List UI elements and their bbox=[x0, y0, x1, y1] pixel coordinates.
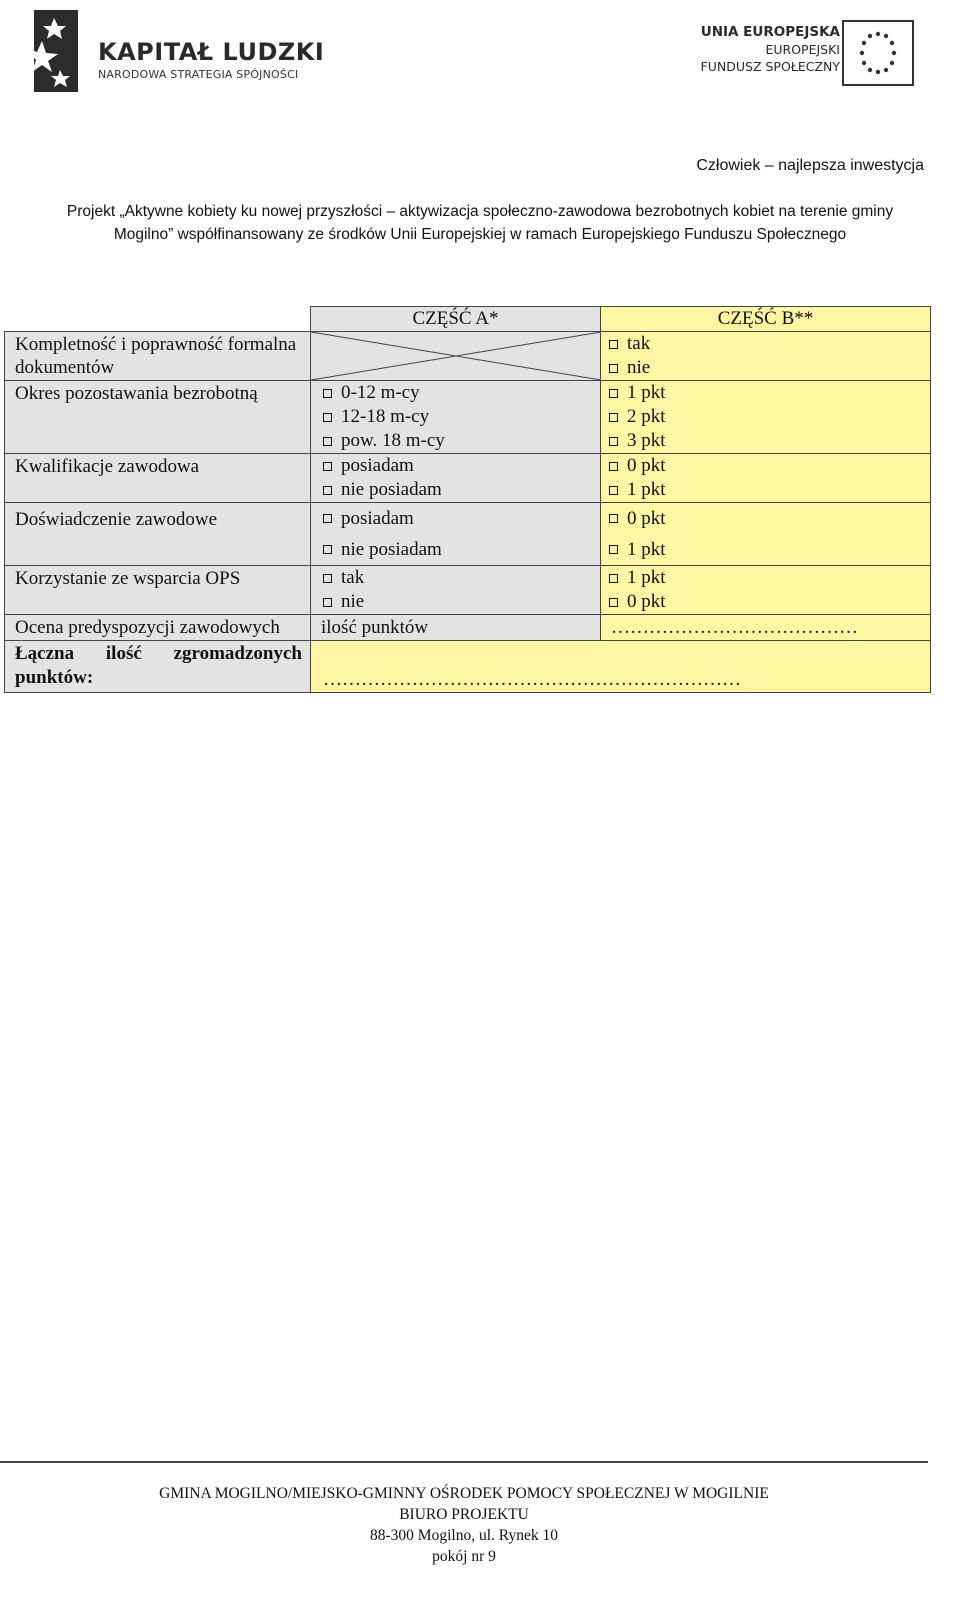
option-label: 0-12 m-cy bbox=[341, 382, 420, 403]
option-label: 1 pkt bbox=[627, 538, 666, 560]
checkbox-option[interactable] bbox=[311, 381, 600, 405]
table-row bbox=[5, 381, 931, 454]
checkbox-icon[interactable] bbox=[323, 437, 332, 446]
assessment-label: Ocena predyspozycji zawodowych bbox=[15, 617, 280, 638]
part-a-header-cell bbox=[311, 307, 601, 332]
footer-line-3: 88-300 Mogilno, ul. Rynek 10 bbox=[370, 1527, 558, 1544]
experience-label: Doświadczenie zawodowe bbox=[15, 509, 218, 530]
table-row bbox=[5, 503, 931, 566]
checkbox-option[interactable] bbox=[601, 454, 930, 478]
empty-corner-cell bbox=[5, 307, 311, 332]
option-label: posiadam bbox=[341, 455, 414, 476]
option-label: 1 pkt bbox=[627, 479, 666, 500]
option-label: 1 pkt bbox=[627, 382, 666, 403]
motto: Człowiek – najlepsza inwestycja bbox=[696, 157, 924, 174]
unemployment-label: Okres pozostawania bezrobotną bbox=[15, 383, 258, 404]
checkbox-icon[interactable] bbox=[609, 413, 618, 422]
scoring-table bbox=[4, 306, 931, 693]
option-label: posiadam bbox=[341, 507, 414, 529]
total-label-cell bbox=[5, 641, 311, 693]
eu-logo-line3: FUNDUSZ SPOŁECZNY bbox=[700, 59, 840, 74]
cross-out-icon bbox=[311, 332, 601, 380]
checkbox-option[interactable] bbox=[601, 566, 930, 590]
checkbox-icon[interactable] bbox=[323, 413, 332, 422]
option-label: nie posiadam bbox=[341, 479, 442, 500]
footer-line-4: pokój nr 9 bbox=[432, 1548, 496, 1565]
option-label: tak bbox=[341, 567, 365, 588]
ops-part-a-cell bbox=[311, 566, 601, 615]
footer-line-1: GMINA MOGILNO/MIEJSKO-GMINNY OŚRODEK POMOCY SPOŁECZNEJ W MOGILNIE bbox=[159, 1485, 769, 1502]
checkbox-option[interactable] bbox=[601, 405, 930, 429]
checkbox-icon[interactable] bbox=[323, 514, 332, 523]
ops-label-cell bbox=[5, 566, 311, 615]
option-label: 3 pkt bbox=[627, 430, 666, 451]
option-label: nie bbox=[341, 591, 365, 612]
option-label: 0 pkt bbox=[627, 507, 666, 529]
project-description bbox=[0, 200, 960, 246]
checkbox-option[interactable] bbox=[601, 590, 930, 614]
checkbox-option[interactable] bbox=[311, 590, 600, 614]
checkbox-option[interactable] bbox=[311, 534, 600, 565]
checkbox-icon[interactable] bbox=[323, 389, 332, 398]
checkbox-option[interactable] bbox=[311, 566, 600, 590]
checkbox-option[interactable] bbox=[311, 478, 600, 502]
qualifications-label: Kwalifikacje zawodowa bbox=[15, 456, 200, 477]
assessment-label-cell bbox=[5, 615, 311, 641]
project-line-2: Mogilno” współfinansowany ze środków Unii Europejskiej w ramach Europejskiego Funduszu Społecznego bbox=[113, 226, 847, 243]
option-label: pow. 18 m-cy bbox=[341, 430, 445, 451]
option-label: 2 pkt bbox=[627, 406, 666, 427]
kapital-ludzki-subtitle: NARODOWA STRATEGIA SPÓJNOŚCI bbox=[98, 68, 299, 81]
table-header-row bbox=[5, 307, 931, 332]
part-b-header: CZĘŚĆ B** bbox=[717, 308, 814, 329]
ops-part-b-cell bbox=[601, 566, 931, 615]
checkbox-icon[interactable] bbox=[609, 462, 618, 471]
header-logos bbox=[0, 0, 960, 100]
eu-logo-text bbox=[701, 24, 840, 75]
option-label: 12-18 m-cy bbox=[341, 406, 430, 427]
checkbox-option[interactable] bbox=[601, 478, 930, 502]
checkbox-option[interactable] bbox=[311, 405, 600, 429]
experience-part-a-cell bbox=[311, 503, 601, 566]
option-label: 1 pkt bbox=[627, 567, 666, 588]
option-label: 0 pkt bbox=[627, 591, 666, 612]
part-b-header-cell bbox=[601, 307, 931, 332]
checkbox-icon[interactable] bbox=[609, 364, 618, 373]
option-label: nie posiadam bbox=[341, 538, 442, 560]
checkbox-option[interactable] bbox=[311, 429, 600, 453]
checkbox-icon[interactable] bbox=[609, 340, 618, 349]
total-label bbox=[5, 641, 310, 692]
checkbox-icon[interactable] bbox=[609, 486, 618, 495]
checkbox-icon[interactable] bbox=[609, 389, 618, 398]
unemployment-part-a-cell bbox=[311, 381, 601, 454]
checkbox-option[interactable] bbox=[601, 534, 930, 565]
checkbox-icon[interactable] bbox=[609, 514, 618, 523]
checkbox-option[interactable] bbox=[601, 332, 930, 356]
total-points-field[interactable]: ………………………………………………………… bbox=[323, 669, 741, 690]
checkbox-icon[interactable] bbox=[609, 545, 618, 554]
checkbox-option[interactable] bbox=[311, 503, 600, 534]
checkbox-option[interactable] bbox=[601, 429, 930, 453]
eu-logo-line1: UNIA EUROPEJSKA bbox=[700, 24, 840, 40]
table-row bbox=[5, 615, 931, 641]
checkbox-icon[interactable] bbox=[323, 574, 332, 583]
kapital-ludzki-emblem-icon bbox=[24, 8, 80, 94]
checkbox-icon[interactable] bbox=[609, 574, 618, 583]
part-a-header: CZĘŚĆ A* bbox=[412, 308, 499, 329]
unemployment-part-b-cell bbox=[601, 381, 931, 454]
footer-line-2: BIURO PROJEKTU bbox=[399, 1506, 529, 1523]
assessment-points-label: ilość punktów bbox=[321, 617, 429, 638]
qualifications-label-cell bbox=[5, 454, 311, 503]
project-line-1: Projekt „Aktywne kobiety ku nowej przyszłości – aktywizacja społeczno-zawodowa bezrobotnych kobiet na terenie gminy bbox=[66, 203, 894, 220]
eu-logo bbox=[690, 18, 940, 84]
checkbox-icon[interactable] bbox=[609, 437, 618, 446]
checkbox-icon[interactable] bbox=[323, 545, 332, 554]
qualifications-part-a-cell bbox=[311, 454, 601, 503]
completeness-label-cell bbox=[5, 332, 311, 381]
checkbox-icon[interactable] bbox=[323, 486, 332, 495]
checkbox-icon[interactable] bbox=[323, 598, 332, 607]
option-label: 0 pkt bbox=[627, 455, 666, 476]
table-row bbox=[5, 454, 931, 503]
assessment-part-b-cell[interactable] bbox=[601, 615, 931, 641]
footer bbox=[0, 1483, 928, 1567]
checkbox-option[interactable] bbox=[601, 381, 930, 405]
table-row bbox=[5, 332, 931, 381]
qualifications-part-b-cell bbox=[601, 454, 931, 503]
option-label: tak bbox=[627, 333, 651, 354]
table-row bbox=[5, 566, 931, 615]
checkbox-option[interactable] bbox=[601, 356, 930, 380]
table-row bbox=[5, 641, 931, 693]
assessment-part-a-cell bbox=[311, 615, 601, 641]
experience-part-b-cell bbox=[601, 503, 931, 566]
checkbox-option[interactable] bbox=[601, 503, 930, 534]
footer-divider bbox=[0, 1461, 928, 1463]
experience-label-cell bbox=[5, 503, 311, 566]
total-label-line2: punktów: bbox=[15, 667, 94, 688]
checkbox-icon[interactable] bbox=[323, 462, 332, 471]
kapital-ludzki-logo bbox=[24, 8, 325, 96]
checkbox-icon[interactable] bbox=[609, 598, 618, 607]
eu-logo-line2: EUROPEJSKI bbox=[765, 42, 840, 57]
ops-label: Korzystanie ze wsparcia OPS bbox=[15, 568, 241, 589]
checkbox-option[interactable] bbox=[311, 454, 600, 478]
kapital-ludzki-title: KAPITAŁ LUDZKI bbox=[98, 38, 325, 66]
completeness-part-b-cell bbox=[601, 332, 931, 381]
unemployment-label-cell bbox=[5, 381, 311, 454]
total-value-cell[interactable] bbox=[311, 641, 931, 693]
completeness-label: Kompletność i poprawność formalna dokumentów bbox=[15, 334, 297, 378]
assessment-points-field[interactable]: ………………………………… bbox=[611, 617, 858, 638]
total-label-line1: Łączna ilość zgromadzonych bbox=[15, 643, 302, 664]
eu-flag-icon bbox=[842, 20, 914, 86]
option-label: nie bbox=[627, 357, 651, 378]
completeness-crossed-cell bbox=[311, 332, 601, 381]
